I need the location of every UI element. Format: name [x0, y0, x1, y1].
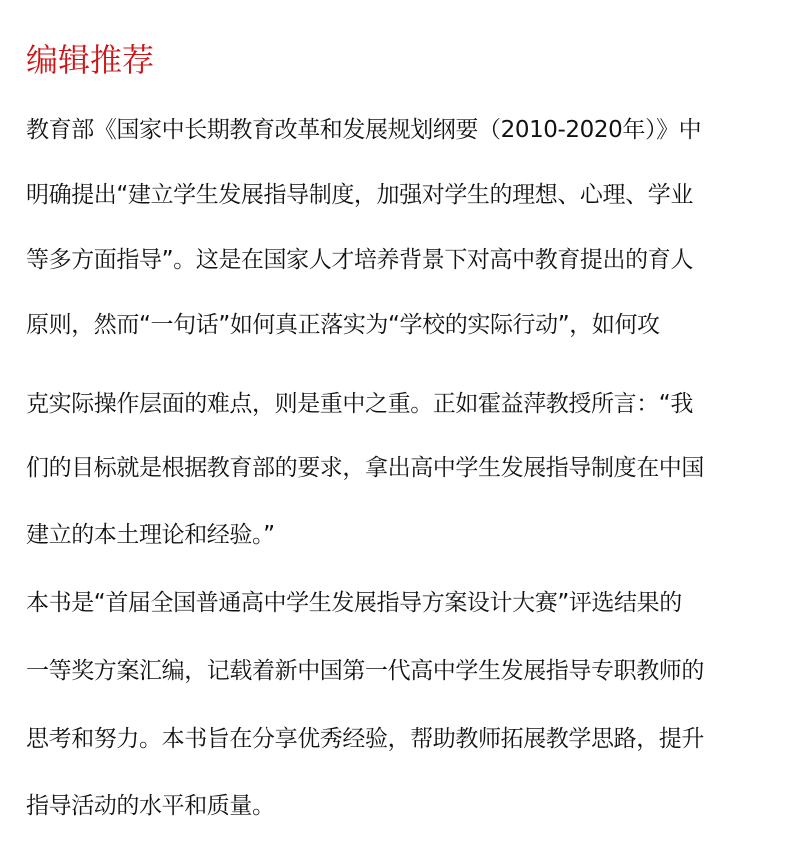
paragraph-line: 原则，然而“一句话”如何真正落实为“学校的实际行动”，如何攻: [26, 312, 660, 338]
paragraph-line: 一等奖方案汇编，记载着新中国第一代高中学生发展指导专职教师的: [26, 658, 705, 684]
paragraph-line: 教育部《国家中长期教育改革和发展规划纲要（2010-2020年）》中: [26, 117, 702, 143]
paragraph-line: 们的目标就是根据教育部的要求，拿出高中学生发展指导制度在中国: [26, 455, 705, 481]
paragraph-line: 本书是“首届全国普通高中学生发展指导方案设计大赛”评选结果的: [26, 590, 682, 616]
paragraph-line: 等多方面指导”。这是在国家人才培养背景下对高中教育提出的育人: [26, 247, 693, 273]
section-heading: 编辑推荐: [26, 41, 155, 79]
paragraph-line: 克实际操作层面的难点，则是重中之重。正如霍益萍教授所言：“我: [26, 391, 693, 417]
paragraph-line: 指导活动的水平和质量。: [26, 793, 275, 819]
paragraph-line: 思考和努力。本书旨在分享优秀经验，帮助教师拓展教学思路，提升: [26, 726, 705, 752]
paragraph-line: 建立的本土理论和经验。”: [26, 522, 275, 548]
paragraph-line: 明确提出“建立学生发展指导制度，加强对学生的理想、心理、学业: [26, 182, 693, 208]
